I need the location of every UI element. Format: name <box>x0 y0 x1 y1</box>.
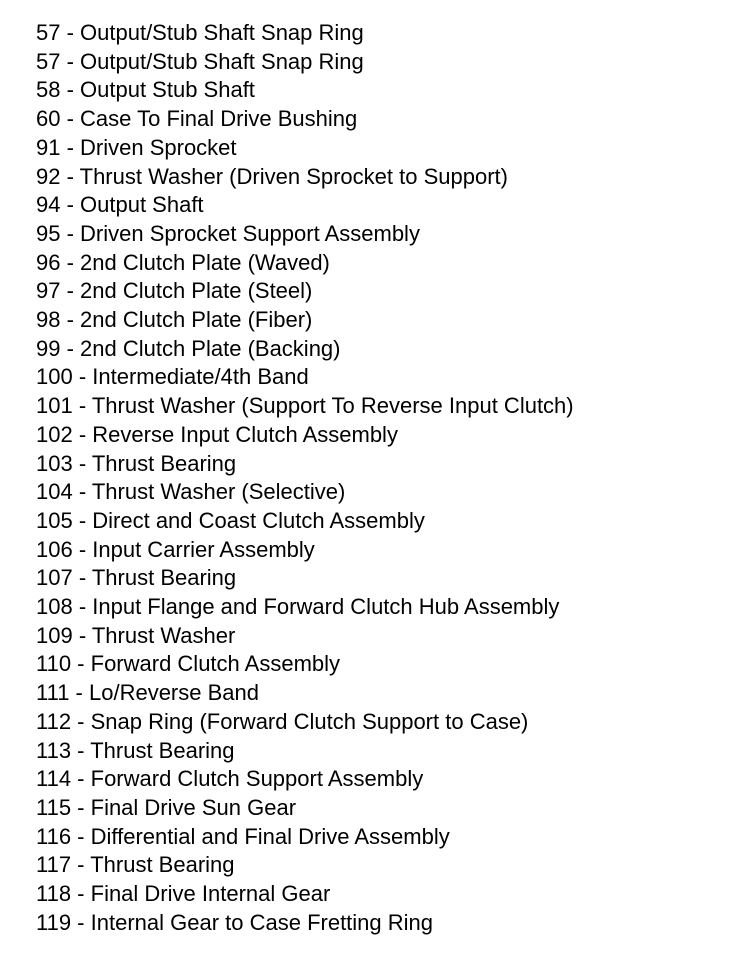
part-item: 105 - Direct and Coast Clutch Assembly <box>36 507 425 533</box>
part-item: 60 - Case To Final Drive Bushing <box>36 106 358 132</box>
part-item: 98 - 2nd Clutch Plate (Fiber) <box>36 307 313 333</box>
part-item: 106 - Input Carrier Assembly <box>36 536 315 562</box>
part-item: 114 - Forward Clutch Support Assembly <box>36 766 424 792</box>
part-item: 94 - Output Shaft <box>36 192 204 218</box>
part-item: 111 - Lo/Reverse Band <box>36 680 259 706</box>
part-item: 115 - Final Drive Sun Gear <box>36 794 297 820</box>
part-item: 97 - 2nd Clutch Plate (Steel) <box>36 278 313 304</box>
part-item: 57 - Output/Stub Shaft Snap Ring <box>36 48 364 74</box>
part-item: 103 - Thrust Bearing <box>36 450 237 476</box>
part-item: 101 - Thrust Washer (Support To Reverse Input Clutch) <box>36 393 574 419</box>
part-item: 108 - Input Flange and Forward Clutch Hub Assembly <box>36 594 560 620</box>
parts-list <box>36 19 574 938</box>
part-item: 110 - Forward Clutch Assembly <box>36 651 341 677</box>
part-item: 102 - Reverse Input Clutch Assembly <box>36 421 398 447</box>
part-item: 96 - 2nd Clutch Plate (Waved) <box>36 249 330 275</box>
part-item: 107 - Thrust Bearing <box>36 565 237 591</box>
part-item: 112 - Snap Ring (Forward Clutch Support to Case) <box>36 708 529 734</box>
part-item: 100 - Intermediate/4th Band <box>36 364 309 390</box>
part-item: 58 - Output Stub Shaft <box>36 77 255 103</box>
part-item: 99 - 2nd Clutch Plate (Backing) <box>36 335 341 361</box>
part-item: 117 - Thrust Bearing <box>36 852 235 878</box>
part-item: 118 - Final Drive Internal Gear <box>36 881 331 907</box>
part-item: 113 - Thrust Bearing <box>36 737 235 763</box>
part-item: 57 - Output/Stub Shaft Snap Ring <box>36 20 364 45</box>
part-item: 104 - Thrust Washer (Selective) <box>36 479 346 505</box>
part-item: 109 - Thrust Washer <box>36 622 236 648</box>
part-item: 92 - Thrust Washer (Driven Sprocket to Support) <box>36 163 508 189</box>
part-item: 95 - Driven Sprocket Support Assembly <box>36 220 420 246</box>
part-item: 91 - Driven Sprocket <box>36 134 237 160</box>
part-item: 116 - Differential and Final Drive Assembly <box>36 823 450 849</box>
part-item: 119 - Internal Gear to Case Fretting Ring <box>36 909 434 935</box>
